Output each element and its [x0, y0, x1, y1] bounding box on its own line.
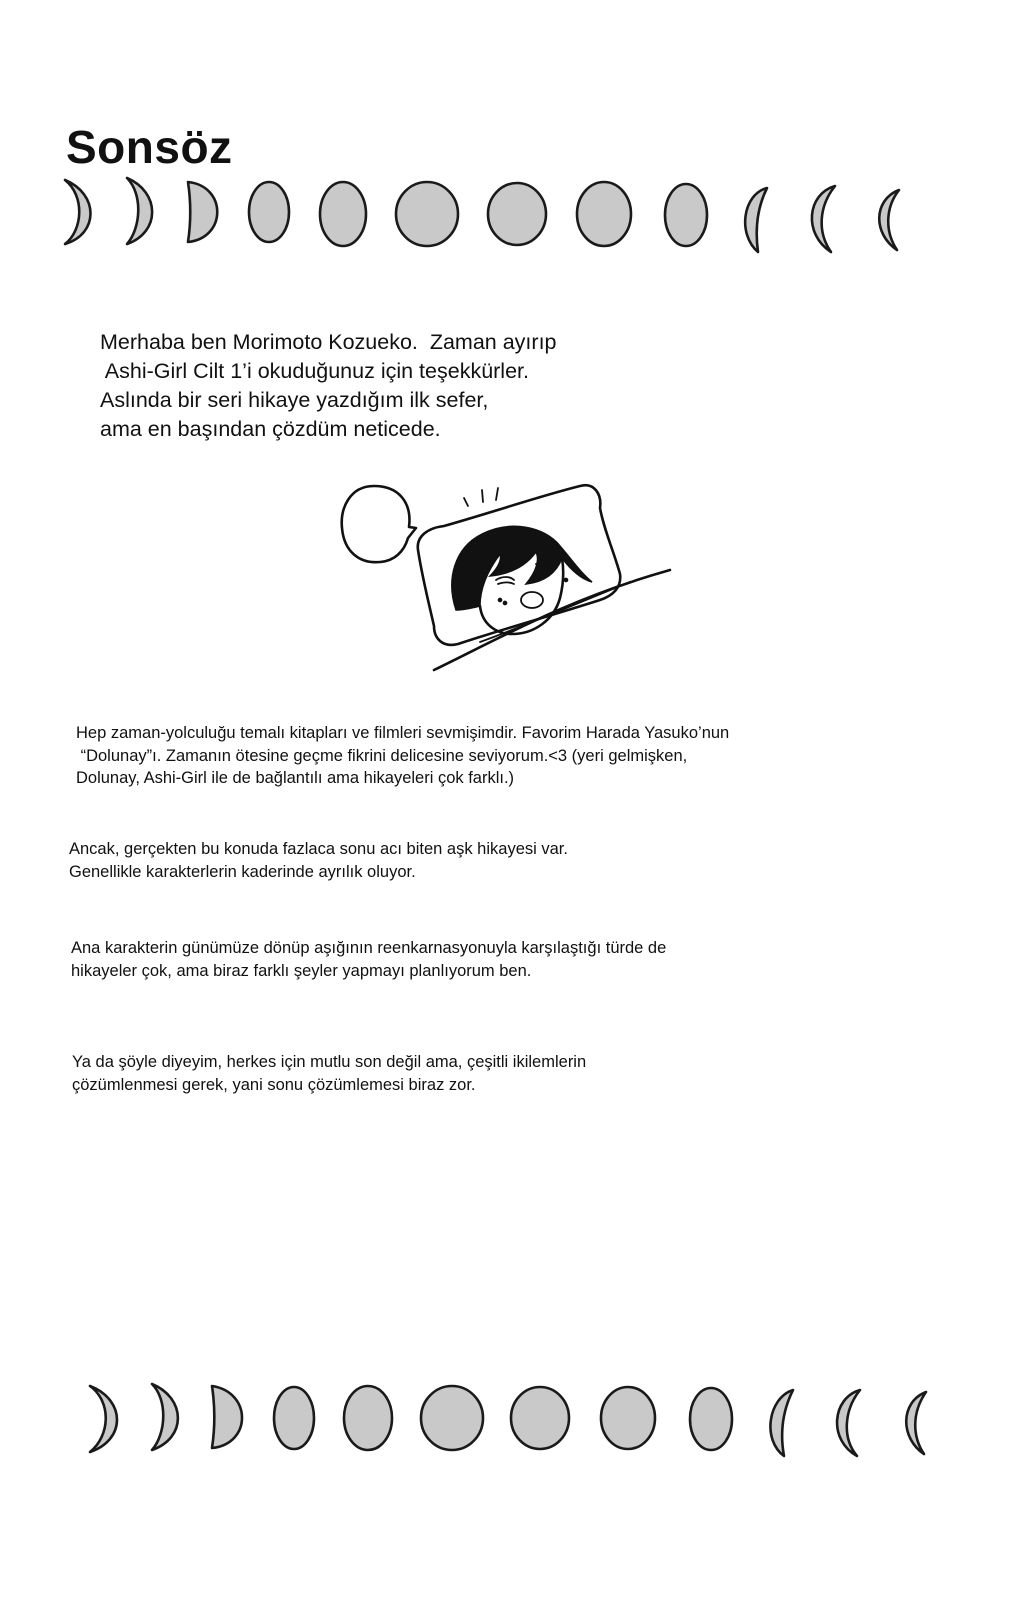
- moon-first-quarter-icon: [212, 1386, 242, 1448]
- paragraph-line: Genellikle karakterlerin kaderinde ayrılık oluyor.: [69, 862, 416, 881]
- paragraph: [71, 937, 666, 982]
- moon-full-icon: [421, 1386, 483, 1450]
- speech-bubble-icon: [342, 486, 416, 562]
- moon-full-icon: [396, 182, 458, 246]
- paragraph-line: “Dolunay”ı. Zamanın ötesine geçme fikrini delicesine seviyorum.<3 (yeri gelmişken,: [76, 746, 688, 765]
- moon-waning-gibbous-icon: [601, 1387, 655, 1449]
- moon-waxing-crescent-icon: [90, 1386, 117, 1452]
- intro-line: Aslında bir seri hikaye yazdığım ilk sefer,: [100, 388, 489, 412]
- moon-waxing-gibbous-icon: [249, 182, 289, 242]
- eye-icon: [496, 577, 514, 584]
- moon-waning-crescent-icon: [879, 190, 899, 250]
- moon-waning-crescent-icon: [837, 1390, 860, 1456]
- intro-line: Ashi-Girl Cilt 1’i okuduğunuz için teşekkürler.: [100, 359, 529, 383]
- intro-line: ama en başından çözdüm neticede.: [100, 417, 441, 441]
- moon-waxing-crescent-icon: [152, 1384, 178, 1450]
- moon-waning-crescent-icon: [812, 186, 835, 252]
- mouth-icon: [521, 592, 543, 608]
- moon-waxing-gibbous-icon: [320, 182, 366, 246]
- paragraph-line: Ana karakterin günümüze dönüp aşığının reenkarnasyonuyla karşılaştığı türde de: [71, 939, 667, 957]
- blush-dot: [564, 578, 567, 581]
- intro-line: Merhaba ben Morimoto Kozueko. Zaman ayırıp: [100, 330, 557, 354]
- moon-waxing-crescent-icon: [127, 178, 152, 244]
- moon-phases-bottom: [80, 1378, 950, 1468]
- blanket-fold-icon: [480, 582, 630, 642]
- moon-waxing-crescent-icon: [65, 180, 91, 244]
- moon-full-icon: [488, 183, 546, 245]
- moon-first-quarter-icon: [188, 182, 217, 242]
- blush-dot: [498, 598, 501, 601]
- paragraph: [76, 722, 729, 790]
- paragraph: [72, 1051, 586, 1096]
- moon-waxing-gibbous-icon: [344, 1386, 392, 1450]
- paragraph-line: Ya da şöyle diyeyim, herkes için mutlu son değil ama, çeşitli ikilemlerin: [72, 1053, 587, 1071]
- paragraph: [69, 838, 568, 883]
- moon-waning-gibbous-icon: [665, 184, 707, 246]
- moon-waning-gibbous-icon: [577, 182, 631, 246]
- blush-dot: [503, 601, 506, 604]
- moon-phases-top: [55, 172, 915, 262]
- moon-waning-crescent-icon: [906, 1392, 926, 1454]
- moon-last-quarter-icon: [745, 188, 767, 252]
- moon-waxing-gibbous-icon: [274, 1387, 314, 1449]
- moon-waning-gibbous-icon: [690, 1388, 732, 1450]
- surprise-marks-icon: [464, 488, 498, 506]
- moon-last-quarter-icon: [770, 1390, 793, 1456]
- intro-text: [100, 328, 557, 444]
- moon-full-icon: [511, 1387, 569, 1449]
- paragraph-line: Dolunay, Ashi-Girl ile de bağlantılı ama hikayeleri çok farklı.): [76, 769, 515, 787]
- paragraph-line: Ancak, gerçekten bu konuda fazlaca sonu acı biten aşk hikayesi var.: [69, 840, 568, 858]
- page-title: Sonsöz: [66, 121, 233, 173]
- paragraph-line: Hep zaman-yolculuğu temalı kitapları ve filmleri sevmişimdir. Favorim Harada Yasuko’nun: [76, 724, 730, 742]
- paragraph-line: hikayeler çok, ama biraz farklı şeyler yapmayı planlıyorum ben.: [71, 961, 532, 980]
- paragraph-line: çözümlenmesi gerek, yani sonu çözümlemesi biraz zor.: [72, 1075, 476, 1094]
- sleeping-girl-illustration: [330, 470, 690, 690]
